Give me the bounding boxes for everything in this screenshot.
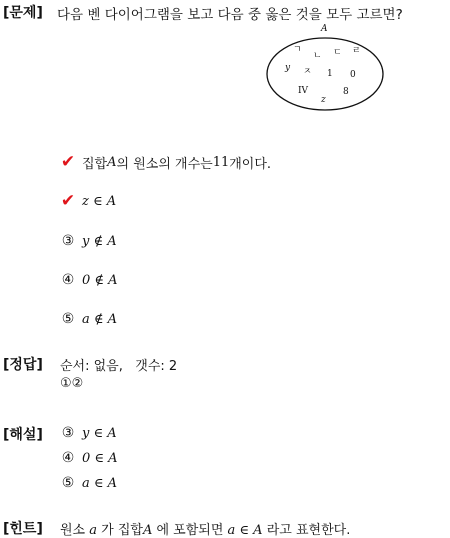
venn-element: 1 — [327, 69, 333, 79]
choice-number: ⑤ — [61, 475, 75, 491]
venn-element: ㄱ — [293, 45, 302, 55]
venn-element: y — [285, 63, 291, 73]
set-name-label: A — [321, 24, 328, 34]
problem-question: 다음 벤 다이어그램을 보고 다음 중 옳은 것을 모두 고르면? — [57, 7, 403, 23]
choice-5-expression: a ∉ A — [82, 311, 118, 327]
check-icon: ✔ — [60, 152, 76, 172]
choice-number: ③ — [61, 233, 75, 249]
choice-4 — [60, 272, 118, 288]
choice-1 — [60, 153, 271, 172]
venn-element: 8 — [343, 87, 349, 97]
choice-3 — [60, 233, 117, 249]
choice-1-text-a: 집합 — [82, 157, 108, 172]
choice-number: ④ — [61, 272, 75, 288]
choice-number: ④ — [61, 450, 75, 466]
choice-number: ⑤ — [61, 311, 75, 327]
choice-2-expression: z ∈ A — [82, 194, 117, 209]
choice-2 — [60, 193, 116, 210]
explanation-line-2 — [60, 450, 118, 466]
choice-3-expression: y ∉ A — [82, 233, 117, 249]
hint-text-d: 라고 표현한다. — [262, 523, 351, 538]
explanation-label: [해설] — [3, 427, 43, 443]
venn-element: ㄴ — [313, 51, 322, 61]
explanation-line-1 — [60, 425, 117, 441]
venn-diagram — [263, 20, 393, 114]
check-icon: ✔ — [60, 191, 76, 211]
hint-text-c: 에 포함되면 — [152, 523, 228, 538]
choice-1-text-c: 개이다. — [229, 157, 272, 172]
answer-label: [정답] — [3, 357, 43, 373]
problem-label: [문제] — [3, 5, 43, 21]
venn-element: ㄷ — [333, 48, 342, 58]
choice-1-math-a: A — [107, 155, 117, 170]
hint-math-a: a — [89, 523, 98, 538]
choice-5 — [60, 311, 117, 327]
choice-1-text-b: 의 원소의 개수는 — [116, 157, 213, 172]
explanation-expression-2: 0 ∈ A — [82, 450, 118, 466]
hint-math-b: A — [142, 523, 153, 538]
hint-text-a: 원소 — [60, 523, 90, 538]
choice-1-math-b: 11 — [212, 155, 230, 170]
explanation-expression-3: a ∈ A — [82, 475, 118, 491]
answer-line-2: ①② — [60, 376, 84, 391]
choice-4-expression: 0 ∉ A — [82, 272, 118, 288]
hint-math-c: a ∈ A — [227, 523, 263, 538]
hint-text-b: 가 집합 — [97, 523, 143, 538]
venn-element: 0 — [350, 70, 356, 80]
venn-element: IV — [298, 86, 309, 96]
hint-text — [60, 519, 350, 538]
explanation-expression-1: y ∈ A — [82, 425, 117, 441]
hint-label: [힌트] — [3, 521, 43, 537]
answer-line-1: 순서: 없음, 갯수: 2 — [60, 359, 178, 374]
explanation-line-3 — [60, 475, 117, 491]
choice-number: ③ — [61, 425, 75, 441]
venn-element: ㅈ — [303, 67, 312, 77]
venn-element: ㄹ — [352, 46, 361, 56]
venn-element: z — [321, 95, 326, 105]
